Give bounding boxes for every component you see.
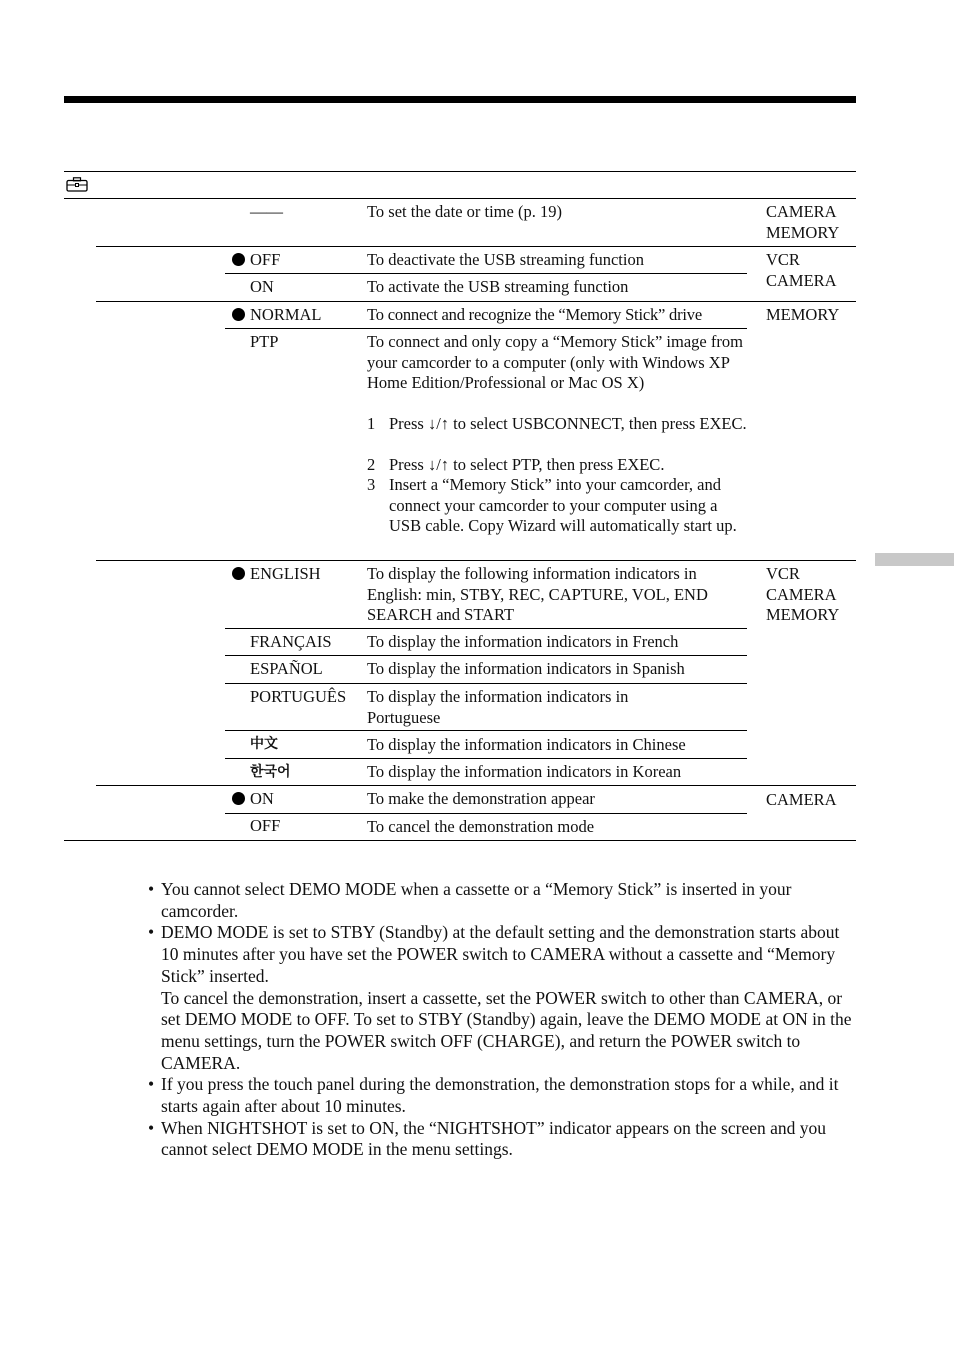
setting-description: To set the date or time (p. 19)	[367, 202, 562, 221]
note-item	[148, 879, 854, 922]
setting-value: OFF	[250, 816, 281, 835]
procedure-step	[367, 414, 747, 435]
group-rule	[96, 785, 856, 786]
bullet: •	[148, 1074, 155, 1095]
group-rule	[96, 560, 856, 561]
note-text: When NIGHTSHOT is set to ON, the “NIGHTSHOT” indicator appears on the screen and you cannot select DEMO MODE in the menu settings.	[161, 1117, 826, 1160]
bullet: •	[148, 879, 155, 899]
header-rule	[64, 96, 856, 103]
group-rule	[96, 301, 856, 302]
row-rule	[225, 655, 747, 656]
applicable-modes: CAMERA	[766, 790, 837, 809]
setting-description: To display the information indicators in Spanish	[367, 659, 685, 678]
setting-description: To connect and only copy a “Memory Stick” image from your camcorder to a computer (only with Windows XP Home Edition/Professional or Mac OS X)	[367, 332, 743, 392]
bullet: •	[148, 1117, 155, 1138]
setting-description: To make the demonstration appear	[367, 789, 595, 808]
setting-description: To display the following information indicators in English: min, STBY, REC, CAPTURE, VOL, END SEARCH and START	[367, 564, 708, 624]
note-text: To cancel the demonstration, insert a cassette, set the POWER switch to other than CAMERA, or set DEMO MODE to OFF. To set to STBY (Standby) again, leave the DEMO MODE at ON in the menu settings, turn the POWER switch OFF (CHARGE), and return the POWER switch to CAMERA.	[161, 987, 852, 1073]
default-marker-icon	[232, 792, 245, 805]
setting-value: ——	[250, 202, 283, 221]
note-text: If you press the touch panel during the demonstration, the demonstration stops for a while, and it starts again after about 10 minutes.	[161, 1074, 839, 1117]
setting-description: To cancel the demonstration mode	[367, 817, 595, 836]
setting-value: ON	[250, 277, 274, 296]
row-rule	[225, 813, 747, 814]
setting-value: PTP	[250, 332, 279, 351]
procedure-step	[367, 475, 747, 537]
step-text: Insert a “Memory Stick” into your camcorder, and connect your camcorder to your computer using a USB cable. Copy Wizard will automatically start up.	[389, 475, 737, 535]
notes-list	[148, 879, 854, 1161]
table-header-rule	[64, 198, 856, 199]
setting-value: PORTUGUÊS	[250, 687, 347, 706]
table-top-rule	[64, 171, 856, 172]
table-bottom-rule	[64, 840, 856, 841]
default-marker-icon	[232, 567, 245, 580]
note-item	[148, 922, 854, 1074]
setting-value: OFF	[250, 250, 281, 269]
step-number: 3	[367, 475, 376, 494]
setting-description: To deactivate the USB streaming function	[367, 250, 644, 269]
setting-description: To display the information indicators in Chinese	[367, 735, 686, 754]
step-number: 2	[367, 455, 376, 474]
setting-value: ESPAÑOL	[250, 659, 323, 678]
row-rule	[225, 758, 747, 759]
toolbox-icon	[66, 177, 88, 192]
note-item	[148, 1074, 854, 1117]
setting-description: To activate the USB streaming function	[367, 277, 629, 296]
group-rule	[96, 246, 856, 247]
procedure-step	[367, 455, 747, 476]
section-tab-marker	[875, 553, 954, 566]
note-item	[148, 1118, 854, 1161]
setting-description: To display the information indicators in Portuguese	[367, 687, 629, 727]
setting-value: 한국어	[250, 764, 291, 780]
applicable-modes: VCR CAMERA MEMORY	[766, 564, 840, 624]
setting-value: ON	[250, 789, 274, 808]
applicable-modes: CAMERA MEMORY	[766, 202, 840, 242]
setting-description: To connect and recognize the “Memory Stick” drive	[367, 305, 702, 324]
note-text: DEMO MODE is set to STBY (Standby) at the default setting and the demonstration starts about 10 minutes after you have set the POWER switch to CAMERA without a cassette and “Memory Stick” inserted.	[161, 922, 840, 986]
step-number: 1	[367, 414, 376, 433]
setting-value: NORMAL	[250, 305, 322, 324]
bullet: •	[148, 922, 155, 943]
default-marker-icon	[232, 308, 245, 321]
default-marker-icon	[232, 253, 245, 266]
setting-description: To display the information indicators in French	[367, 632, 679, 651]
applicable-modes: MEMORY	[766, 305, 840, 324]
note-text: You cannot select DEMO MODE when a cassette or a “Memory Stick” is inserted in your camcorder.	[161, 879, 792, 921]
step-text: Press ↓/↑ to select USBCONNECT, then press EXEC.	[389, 414, 747, 433]
row-rule	[225, 683, 747, 684]
setting-description: To display the information indicators in Korean	[367, 762, 682, 781]
applicable-modes: VCR CAMERA	[766, 250, 837, 290]
row-rule	[225, 730, 747, 731]
step-text: Press ↓/↑ to select PTP, then press EXEC.	[389, 455, 665, 474]
setting-value: FRANÇAIS	[250, 632, 332, 651]
row-rule	[225, 328, 747, 329]
row-rule	[225, 628, 747, 629]
row-rule	[225, 273, 747, 274]
setting-value: ENGLISH	[250, 564, 321, 583]
setting-value: 中文	[250, 736, 278, 752]
